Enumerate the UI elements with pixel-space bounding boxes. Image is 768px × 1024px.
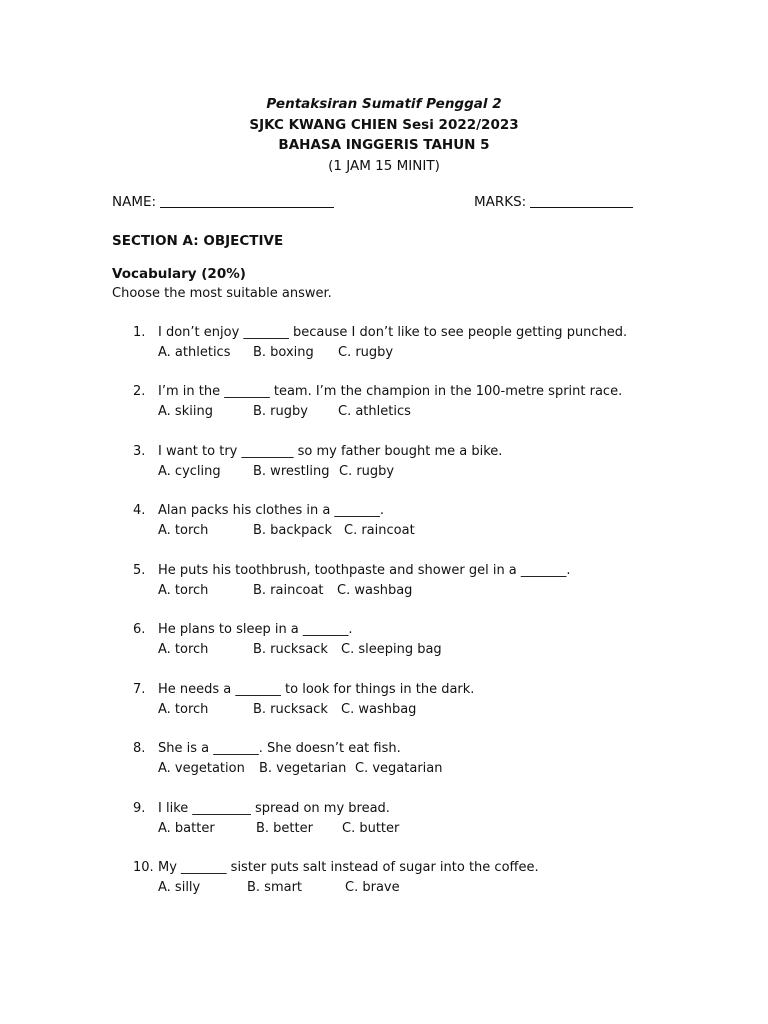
option-c[interactable]: C. rugby xyxy=(338,345,394,360)
question-number: 9. xyxy=(133,801,146,816)
marks-blank[interactable] xyxy=(530,207,633,208)
option-b[interactable]: B. raincoat xyxy=(253,583,324,598)
question-number: 6. xyxy=(133,622,146,637)
option-a[interactable]: A. batter xyxy=(158,821,215,836)
option-b[interactable]: B. better xyxy=(256,821,313,836)
option-c[interactable]: C. vegatarian xyxy=(355,761,443,776)
option-b[interactable]: B. rugby xyxy=(253,404,308,419)
option-b[interactable]: B. vegetarian xyxy=(259,761,347,776)
option-a[interactable]: A. cycling xyxy=(158,464,221,479)
option-a[interactable]: A. vegetation xyxy=(158,761,245,776)
name-label: NAME: xyxy=(112,194,157,210)
option-a[interactable]: A. silly xyxy=(158,880,201,895)
option-b[interactable]: B. smart xyxy=(247,880,303,895)
name-field xyxy=(112,194,334,210)
question-number: 5. xyxy=(133,563,146,578)
document-header xyxy=(0,94,768,176)
question-text: I want to try ________ so my father bought me a bike. xyxy=(158,444,503,459)
vocabulary-heading: Vocabulary (20%) xyxy=(112,266,246,282)
question-text: He puts his toothbrush, toothpaste and shower gel in a _______. xyxy=(158,563,571,578)
marks-label: MARKS: xyxy=(474,194,527,210)
section-title: SECTION A: OBJECTIVE xyxy=(112,233,284,249)
question-text: She is a _______. She doesn’t eat fish. xyxy=(158,741,401,756)
question-text: He needs a _______ to look for things in the dark. xyxy=(158,682,475,697)
option-b[interactable]: B. wrestling xyxy=(253,464,330,479)
option-c[interactable]: C. sleeping bag xyxy=(341,642,442,657)
option-b[interactable]: B. rucksack xyxy=(253,702,328,717)
question-text: I’m in the _______ team. I’m the champion in the 100-metre sprint race. xyxy=(158,384,623,399)
option-c[interactable]: C. washbag xyxy=(341,702,417,717)
question-number: 8. xyxy=(133,741,146,756)
question-number: 10. xyxy=(133,860,154,875)
school-session: SJKC KWANG CHIEN Sesi 2022/2023 xyxy=(249,116,519,133)
question-text: Alan packs his clothes in a _______. xyxy=(158,503,385,518)
name-blank[interactable] xyxy=(160,207,334,208)
option-c[interactable]: C. raincoat xyxy=(344,523,415,538)
option-c[interactable]: C. butter xyxy=(342,821,400,836)
question-text: I like _________ spread on my bread. xyxy=(158,801,390,816)
option-c[interactable]: C. washbag xyxy=(337,583,413,598)
option-a[interactable]: A. torch xyxy=(158,583,209,598)
question-number: 3. xyxy=(133,444,146,459)
option-a[interactable]: A. torch xyxy=(158,702,209,717)
question-number: 1. xyxy=(133,325,146,340)
question-number: 2. xyxy=(133,384,146,399)
subject-title: BAHASA INGGERIS TAHUN 5 xyxy=(278,137,490,153)
marks-field xyxy=(474,194,633,210)
question-text: He plans to sleep in a _______. xyxy=(158,622,353,637)
option-b[interactable]: B. boxing xyxy=(253,345,314,360)
option-c[interactable]: C. athletics xyxy=(338,404,411,419)
question-text: I don’t enjoy _______ because I don’t like to see people getting punched. xyxy=(158,325,628,340)
option-b[interactable]: B. backpack xyxy=(253,523,332,538)
option-c[interactable]: C. brave xyxy=(345,880,400,895)
question-text: My _______ sister puts salt instead of sugar into the coffee. xyxy=(158,860,539,875)
option-a[interactable]: A. skiing xyxy=(158,404,213,419)
duration: (1 JAM 15 MINIT) xyxy=(328,157,440,174)
option-b[interactable]: B. rucksack xyxy=(253,642,328,657)
instruction-text: Choose the most suitable answer. xyxy=(112,286,332,301)
option-a[interactable]: A. torch xyxy=(158,523,209,538)
option-c[interactable]: C. rugby xyxy=(339,464,395,479)
question-number: 4. xyxy=(133,503,146,518)
option-a[interactable]: A. athletics xyxy=(158,345,231,360)
question-number: 7. xyxy=(133,682,146,697)
assessment-title: Pentaksiran Sumatif Penggal 2 xyxy=(266,96,502,112)
option-a[interactable]: A. torch xyxy=(158,642,209,657)
